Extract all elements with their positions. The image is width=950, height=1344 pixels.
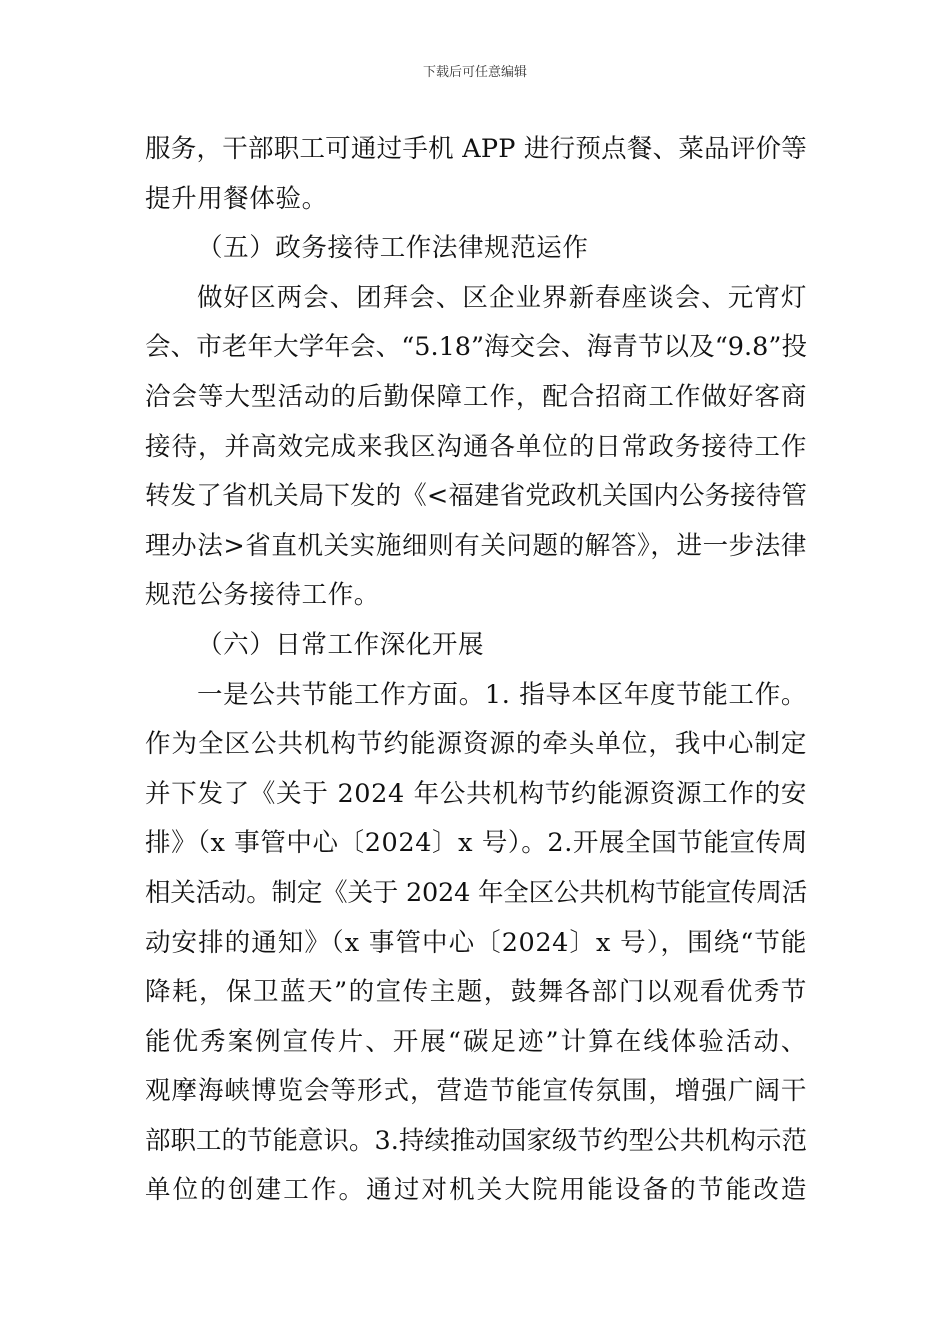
page-header-note: 下载后可任意编辑 bbox=[422, 65, 527, 80]
body-line-13: 作为全区公共机构节约能源资源的牵头单位，我中心制定 bbox=[145, 729, 807, 760]
body-line-16: 相关活动。制定《关于 2024 年全区公共机构节能宣传周活 bbox=[145, 877, 807, 908]
body-line-12: 一是公共节能工作方面。1. 指导本区年度节能工作。 bbox=[197, 679, 807, 710]
body-line-1: 服务，干部职工可通过手机 APP 进行预点餐、菜品评价等 bbox=[145, 134, 807, 164]
section-heading-6: （六）日常工作深化开展 bbox=[197, 629, 485, 660]
body-line-6: 洽会等大型活动的后勤保障工作，配合招商工作做好客商 bbox=[145, 381, 807, 412]
body-line-15: 排》（x 事管中心〔2024〕x 号）。2.开展全国节能宣传周 bbox=[145, 828, 808, 859]
document-body bbox=[145, 125, 807, 1216]
body-line-7: 接待，并高效完成来我区沟通各单位的日常政务接待工作 bbox=[145, 431, 807, 462]
body-line-2: 提升用餐体验。 bbox=[145, 183, 328, 214]
body-line-21: 部职工的节能意识。3.持续推动国家级节约型公共机构示范 bbox=[145, 1125, 807, 1156]
body-line-10: 规范公务接待工作。 bbox=[145, 580, 380, 611]
body-line-4: 做好区两会、团拜会、区企业界新春座谈会、元宵灯 bbox=[197, 282, 807, 313]
body-line-14: 并下发了《关于 2024 年公共机构节约能源资源工作的安 bbox=[145, 778, 807, 809]
body-line-8: 转发了省机关局下发的《<福建省党政机关国内公务接待管 bbox=[145, 481, 807, 512]
body-line-9: 理办法>省直机关实施细则有关问题的解答》，进一步法律 bbox=[145, 530, 807, 561]
body-line-17: 动安排的通知》（x 事管中心〔2024〕x 号），围绕“节能 bbox=[145, 927, 807, 958]
body-line-5: 会、市老年大学年会、“5.18”海交会、海青节以及“9.8”投 bbox=[145, 332, 807, 363]
body-line-20: 观摩海峡博览会等形式，营造节能宣传氛围，增强广阔干 bbox=[145, 1076, 807, 1107]
body-line-18: 降耗，保卫蓝天”的宣传主题，鼓舞各部门以观看优秀节 bbox=[145, 977, 807, 1008]
section-heading-5: （五）政务接待工作法律规范运作 bbox=[197, 233, 589, 264]
body-line-19: 能优秀案例宣传片、开展“碳足迹”计算在线体验活动、 bbox=[145, 1026, 807, 1057]
body-line-22: 单位的创建工作。通过对机关大院用能设备的节能改造 bbox=[145, 1175, 807, 1206]
